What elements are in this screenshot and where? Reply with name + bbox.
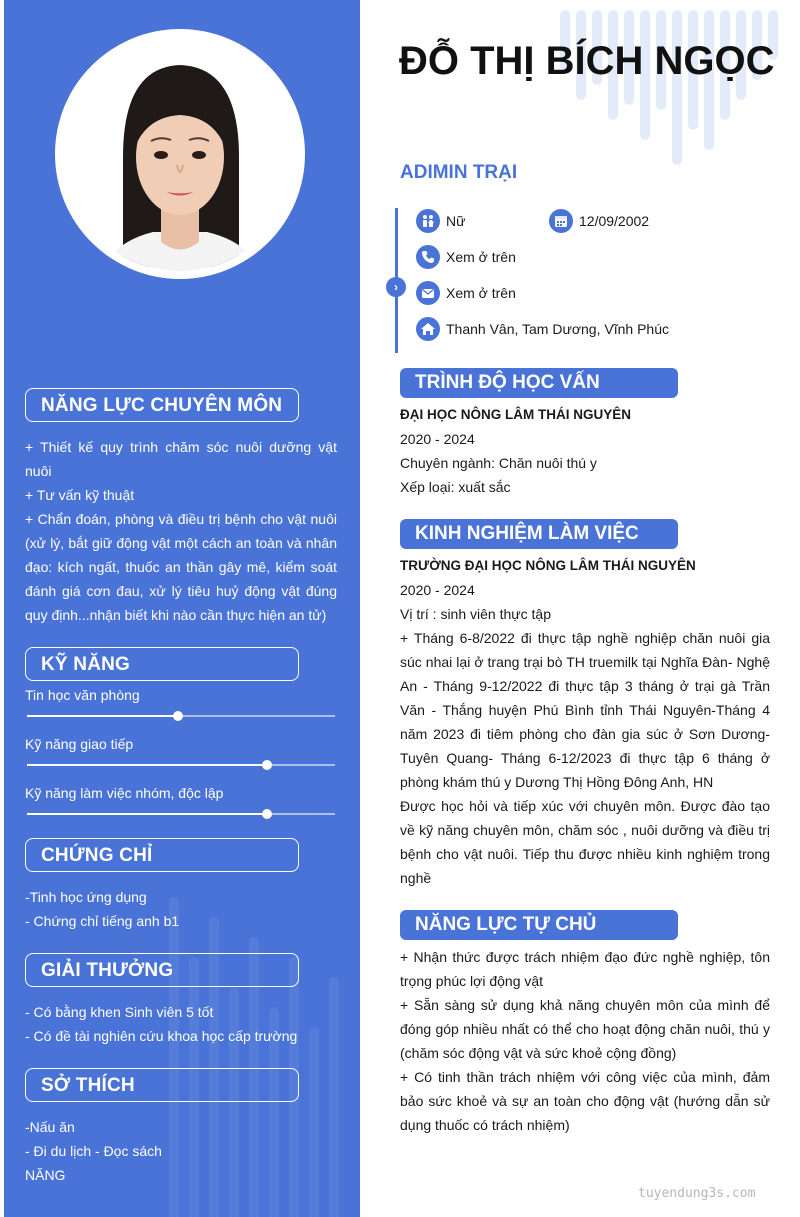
skills-heading: KỸ NĂNG [25,647,299,681]
job-title: ADIMIN TRẠI [400,162,518,183]
address-value: Thanh Vân, Tam Dương, Vĩnh Phúc [446,321,669,337]
experience-position: Vị trí : sinh viên thực tập [400,606,551,622]
experience-summary: Được học hỏi và tiếp xúc với chuyên môn. Được đào tạo về kỹ năng chuyên môn, chăm sóc , nuôi dưỡng và điều trị bệnh cho vật nuôi. Tiếp thu được nhiều kinh nghiệm trong nghề [400,798,770,886]
experience-block [400,554,770,890]
birthdate-row [549,209,649,233]
education-heading: TRÌNH ĐỘ HỌC VẤN [400,368,678,398]
gender-value: Nữ [446,213,466,229]
watermark: tuyendung3s.com [638,1186,756,1201]
gender-icon [416,209,440,233]
skill-label: Kỹ năng làm việc nhóm, độc lập [25,785,224,801]
certificates-list [25,885,337,933]
education-major: Chuyên ngành: Chăn nuôi thú y [400,455,597,471]
education-block [400,403,770,499]
education-period: 2020 - 2024 [400,431,475,447]
certificates-heading: CHỨNG CHỈ [25,838,299,872]
address-row [416,317,669,341]
birthdate-value: 12/09/2002 [579,213,650,229]
phone-row [416,245,516,269]
competence-item: + Thiết kế quy trình chăm sóc nuôi dưỡng vật nuôi [25,439,337,479]
phone-value: Xem ở trên [446,249,516,265]
competence-item: + Chẩn đoán, phòng và điều trị bệnh cho vật nuôi (xử lý, bắt giữ động vật một cách an toàn và nhân đạo: kích ngất, thuốc an thần gây mê, kiểm soát đánh giá cơn đau, xử lý tiêu huỷ động vật đúng quy định...nhận biết khi nào cần thực hiện an tử) [25,511,337,623]
hobby-item: NĂNG [25,1167,66,1183]
awards-heading: GIẢI THƯỞNG [25,953,299,987]
skill-bar [27,715,335,717]
skill-bar-knob [262,760,272,770]
hobby-item: -Nấu ăn [25,1119,75,1135]
competence-heading: NĂNG LỰC CHUYÊN MÔN [25,388,299,422]
chevron-right-icon: › [386,277,406,297]
avatar [63,37,297,271]
autonomy-heading: NĂNG LỰC TỰ CHỦ [400,910,678,940]
school-name: ĐẠI HỌC NÔNG LÂM THÁI NGUYÊN [400,407,631,422]
certificate-item: - Chứng chỉ tiếng anh b1 [25,913,180,929]
experience-heading: KINH NGHIỆM LÀM VIỆC [400,519,678,549]
skill-label: Tin học văn phòng [25,687,140,703]
experience-detail: + Tháng 6-8/2022 đi thực tập nghề nghiệp chăn nuôi gia súc nhai lại ở trang trại bò TH truemilk tại Nghĩa Đàn- Nghệ An - Tháng 9-12/2022 đi thực tập 3 tháng ở trại gà Trần Văn - Thắng huyện Phú Bình tỉnh Thái Nguyên-Tháng 4 năm 2023 đi tiêm phòng cho đàn gia súc ở Sơn Dương- Tuyên Quang- Tháng 6-12/2023 đi thực tập 6 tháng ở phòng khám thú y Dương Thị Hồng Đông Anh, HN [400,630,770,790]
skill-bar [27,764,335,766]
autonomy-item: + Sẵn sàng sử dụng khả năng chuyên môn của mình để đóng góp nhiều nhất có thể cho hoạt động chăn nuôi, thú y (chăm sóc động vật và sức khoẻ cộng đồng) [400,997,770,1061]
award-item: - Có bằng khen Sinh viên 5 tốt [25,1004,214,1020]
skill-bar-fill [27,764,267,766]
candidate-name: ĐỖ THỊ BÍCH NGỌC [399,39,775,83]
email-value: Xem ở trên [446,285,516,301]
gender-row [416,209,465,233]
experience-org: TRƯỜNG ĐẠI HỌC NÔNG LÂM THÁI NGUYÊN [400,558,696,573]
competence-item: + Tư vấn kỹ thuật [25,487,135,503]
autonomy-item: + Nhận thức được trách nhiệm đạo đức nghề nghiệp, tôn trọng phúc lợi động vật [400,949,770,989]
awards-list [25,1000,337,1048]
certificate-item: -Tinh học ứng dụng [25,889,147,905]
skill-label: Kỹ năng giao tiếp [25,736,134,752]
home-icon [416,317,440,341]
sidebar [4,0,360,1217]
calendar-icon [549,209,573,233]
avatar-frame [55,29,305,279]
hobbies-list [25,1115,337,1187]
phone-icon [416,245,440,269]
portrait-photo [63,37,297,271]
education-grade: Xếp loại: xuất sắc [400,479,511,495]
hobby-item: - Đi du lịch - Đọc sách [25,1143,162,1159]
skill-bar-fill [27,715,178,717]
autonomy-block [400,945,770,1137]
competence-list [25,435,337,627]
skill-bar [27,813,335,815]
hobbies-heading: SỞ THÍCH [25,1068,299,1102]
email-icon [416,281,440,305]
skill-bar-fill [27,813,267,815]
award-item: - Có đề tài nghiên cứu khoa học cấp trường [25,1028,298,1044]
skill-bar-knob [173,711,183,721]
experience-period: 2020 - 2024 [400,582,475,598]
skill-bar-knob [262,809,272,819]
email-row [416,281,516,305]
autonomy-item: + Có tinh thần trách nhiệm với công việc của mình, đảm bảo sức khoẻ và sự an toàn cho động vật (hướng dẫn sử dụng thuốc có trách nhiệm) [400,1069,770,1133]
